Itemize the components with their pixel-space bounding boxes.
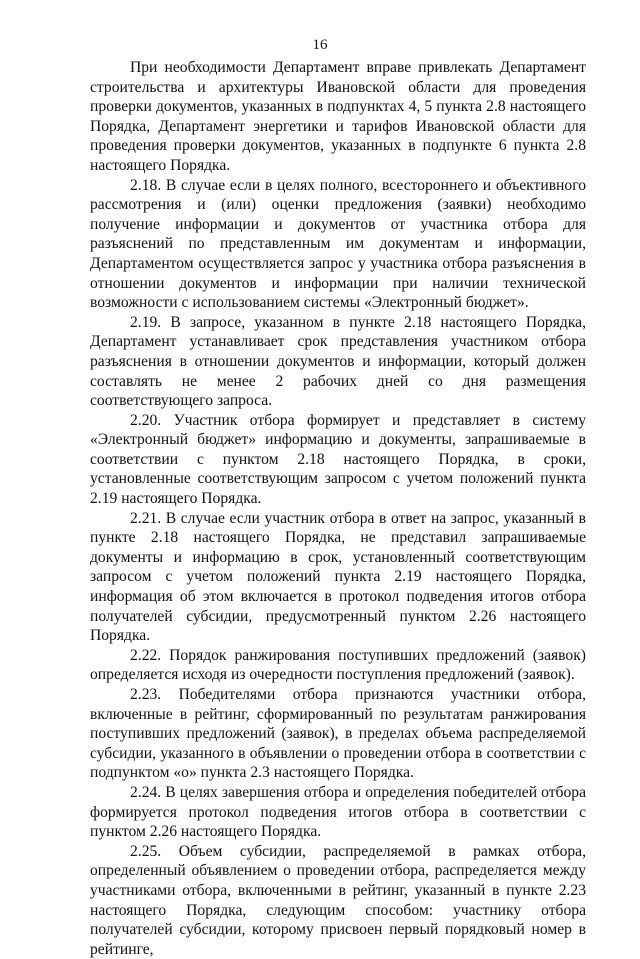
page-number: 16: [312, 37, 328, 53]
paragraph-2-24: 2.24. В целях завершения отбора и определения победителей отбора формируется протокол подведения итогов отбора в соответствии с пунктом 2.26 настоящего Порядка.: [90, 783, 586, 841]
paragraph-2-23: 2.23. Победителями отбора признаются участники отбора, включенные в рейтинг, сформированный по результатам ранжирования поступивших предложений (заявок), в пределах объема распределяемой субсидии, указанного в объявлении о проведении отбора в соответствии с подпунктом «о» пункта 2.3 настоящего Порядка.: [90, 686, 586, 782]
paragraph-2-20: 2.20. Участник отбора формирует и представляет в систему «Электронный бюджет» информацию и документы, запрашиваемые в соответствии с пунктом 2.18 настоящего Порядка, в сроки, установленные соответствующим запросом с учетом положений пункта 2.19 настоящего Порядка.: [90, 411, 586, 508]
document-body: [90, 58, 586, 959]
paragraph-2-22: 2.22. Порядок ранжирования поступивших предложений (заявок) определяется исходя из очередности поступления предложений (заявок).: [90, 646, 586, 684]
paragraph-2-18: 2.18. В случае если в целях полного, всестороннего и объективного рассмотрения и (или) оценки предложения (заявки) необходимо получение информации и документов от участника отбора для разъяснений по представленным им документам и информации, Департаментом осуществляется запрос у участника отбора разъяснения в отношении документов и информации при наличии технической возможности с использованием системы «Электронный бюджет».: [90, 176, 586, 312]
paragraph-2-25: 2.25. Объем субсидии, распределяемой в рамках отбора, определенный объявлением о проведении отбора, распределяется между участниками отбора, включенными в рейтинг, указанный в пункте 2.23 настоящего Порядка, следующим способом: участнику отбора получателей субсидии, которому присвоен первый порядковый номер в рейтинге,: [90, 842, 586, 958]
paragraph-intro: При необходимости Департамент вправе привлекать Департамент строительства и архитектуры Ивановской области для проведения проверки документов, указанных в подпунктах 4, 5 пункта 2.8 настоящего Порядка, Департамент энергетики и тарифов Ивановской области для проведения проверки документов, указанных в подпункте 6 пункта 2.8 настоящего Порядка.: [90, 59, 586, 174]
paragraph-2-21: 2.21. В случае если участник отбора в ответ на запрос, указанный в пункте 2.18 настоящего Порядка, не представил запрашиваемые документы и информацию в срок, установленный соответствующим запросом с учетом положений пункта 2.19 настоящего Порядка, информация об этом включается в протокол подведения итогов отбора получателей субсидии, предусмотренный пунктом 2.26 настоящего Порядка.: [90, 509, 586, 645]
paragraph-2-19: 2.19. В запросе, указанном в пункте 2.18 настоящего Порядка, Департамент устанавливает срок представления участником отбора разъяснения в отношении документов и информации, который должен составлять не менее 2 рабочих дней со дня размещения соответствующего запроса.: [90, 313, 586, 410]
